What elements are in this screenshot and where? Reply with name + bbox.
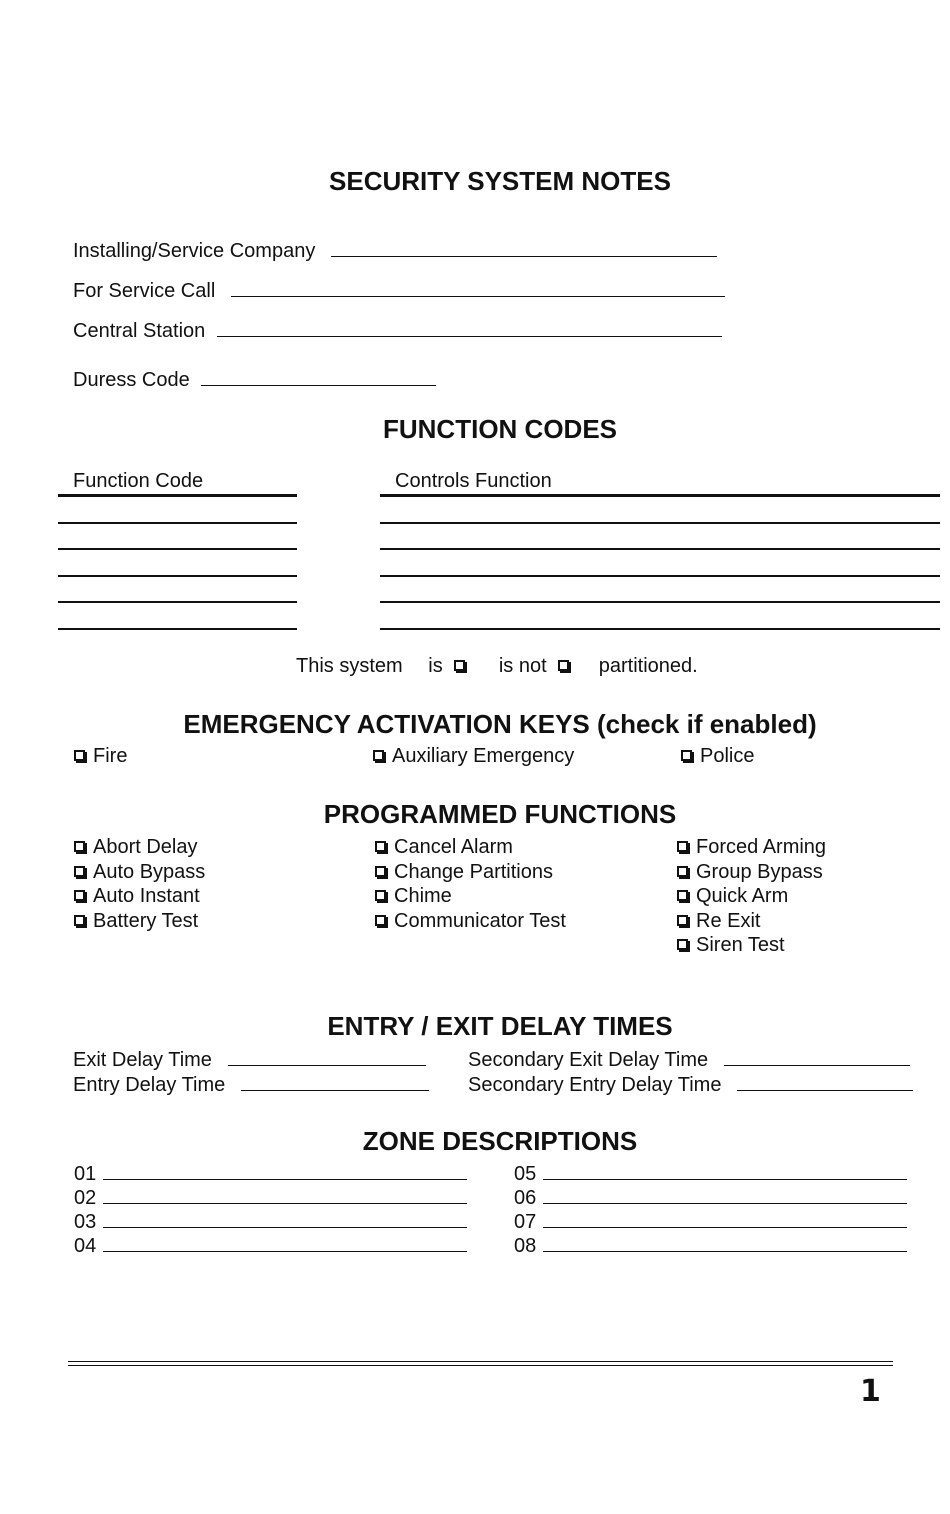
zone-descriptions-heading: ZONE DESCRIPTIONS bbox=[362, 1126, 638, 1156]
controls-function-col-header: Controls Function bbox=[395, 470, 552, 492]
zone-description-blank[interactable] bbox=[543, 1210, 907, 1228]
secondary-exit-delay-blank[interactable] bbox=[724, 1047, 910, 1066]
programmed-function-item[interactable] bbox=[375, 835, 566, 860]
zone-description-blank[interactable] bbox=[103, 1186, 467, 1204]
emergency-key-label: Police bbox=[700, 745, 755, 767]
zone-number: 04 bbox=[74, 1235, 97, 1257]
zone-row bbox=[514, 1186, 907, 1210]
controls-function-line[interactable] bbox=[380, 628, 940, 630]
zone-number: 06 bbox=[514, 1187, 537, 1209]
partition-is-label: is bbox=[428, 655, 443, 677]
function-code-line[interactable] bbox=[58, 548, 297, 550]
programmed-function-label: Siren Test bbox=[696, 934, 785, 956]
page-title: SECURITY SYSTEM NOTES bbox=[329, 166, 671, 196]
checkbox-icon[interactable] bbox=[677, 841, 688, 852]
service-call-blank[interactable] bbox=[231, 278, 725, 297]
zone-description-blank[interactable] bbox=[543, 1186, 907, 1204]
function-code-line[interactable] bbox=[58, 575, 297, 577]
secondary-entry-delay-field bbox=[468, 1072, 913, 1097]
zone-description-blank[interactable] bbox=[103, 1162, 467, 1180]
controls-function-header-rule bbox=[380, 494, 940, 497]
partition-is-checkbox[interactable] bbox=[454, 660, 465, 671]
controls-function-line[interactable] bbox=[380, 575, 940, 577]
zone-row bbox=[74, 1162, 467, 1186]
programmed-functions-col1 bbox=[74, 835, 205, 933]
programmed-function-label: Change Partitions bbox=[394, 860, 553, 883]
checkbox-icon[interactable] bbox=[74, 866, 85, 877]
programmed-function-item[interactable] bbox=[677, 860, 826, 885]
emergency-key-label: Auxiliary Emergency bbox=[392, 745, 575, 767]
entry-delay-field bbox=[73, 1072, 429, 1097]
zone-number: 01 bbox=[74, 1163, 97, 1185]
checkbox-icon[interactable] bbox=[375, 915, 386, 926]
entry-delay-blank[interactable] bbox=[241, 1072, 429, 1091]
programmed-functions-col3 bbox=[677, 835, 826, 958]
checkbox-icon[interactable] bbox=[74, 841, 85, 852]
partition-is-not-label: is not bbox=[498, 655, 547, 677]
zone-description-blank[interactable] bbox=[103, 1210, 467, 1228]
programmed-functions-heading: PROGRAMMED FUNCTIONS bbox=[323, 799, 677, 829]
programmed-function-item[interactable] bbox=[74, 860, 205, 885]
checkbox-icon[interactable] bbox=[677, 915, 688, 926]
checkbox-icon[interactable] bbox=[677, 890, 688, 901]
zone-description-blank[interactable] bbox=[543, 1162, 907, 1180]
checkbox-icon[interactable] bbox=[375, 890, 386, 901]
programmed-function-label: Auto Bypass bbox=[93, 860, 206, 883]
zone-number: 05 bbox=[514, 1163, 537, 1185]
checkbox-icon[interactable] bbox=[74, 915, 85, 926]
zone-list-right bbox=[514, 1162, 907, 1258]
function-code-line[interactable] bbox=[58, 522, 297, 524]
programmed-function-label: Auto Instant bbox=[93, 885, 200, 907]
programmed-function-label: Battery Test bbox=[93, 909, 199, 932]
programmed-function-label: Chime bbox=[394, 885, 452, 907]
emergency-key-auxiliary[interactable] bbox=[373, 745, 574, 768]
checkbox-icon[interactable] bbox=[375, 866, 386, 877]
checkbox-icon[interactable] bbox=[677, 939, 688, 950]
checkbox-icon[interactable] bbox=[373, 750, 384, 761]
zone-number: 03 bbox=[74, 1211, 97, 1233]
central-station-blank[interactable] bbox=[217, 318, 722, 337]
function-codes-heading: FUNCTION CODES bbox=[383, 414, 617, 444]
duress-code-field bbox=[73, 367, 436, 392]
programmed-function-label: Group Bypass bbox=[696, 860, 823, 883]
footer-rule bbox=[68, 1361, 893, 1362]
page-number: 1 bbox=[860, 1374, 881, 1409]
checkbox-icon[interactable] bbox=[681, 750, 692, 761]
programmed-function-item[interactable] bbox=[375, 884, 566, 909]
entry-delay-label: Entry Delay Time bbox=[73, 1074, 226, 1096]
central-station-label: Central Station bbox=[73, 320, 206, 342]
zone-row bbox=[514, 1234, 907, 1258]
controls-function-line[interactable] bbox=[380, 548, 940, 550]
exit-delay-label: Exit Delay Time bbox=[73, 1049, 212, 1071]
function-code-line[interactable] bbox=[58, 628, 297, 630]
partition-statement bbox=[296, 655, 698, 678]
exit-delay-field bbox=[73, 1047, 426, 1072]
service-call-field bbox=[73, 278, 725, 303]
programmed-functions-col2 bbox=[375, 835, 566, 933]
emergency-keys-heading: EMERGENCY ACTIVATION KEYS (check if enabled) bbox=[183, 709, 817, 739]
programmed-function-item[interactable] bbox=[677, 909, 826, 934]
secondary-entry-delay-blank[interactable] bbox=[737, 1072, 913, 1091]
zone-number: 02 bbox=[74, 1187, 97, 1209]
installing-company-field bbox=[73, 238, 717, 263]
function-code-col-header: Function Code bbox=[73, 470, 204, 492]
checkbox-icon[interactable] bbox=[74, 890, 85, 901]
programmed-function-item[interactable] bbox=[74, 884, 205, 909]
programmed-function-label: Abort Delay bbox=[93, 836, 198, 858]
programmed-function-label: Cancel Alarm bbox=[394, 836, 513, 858]
partition-is-not-checkbox[interactable] bbox=[558, 660, 569, 671]
partition-prefix: This system bbox=[296, 655, 403, 677]
zone-number: 07 bbox=[514, 1211, 537, 1233]
installing-company-blank[interactable] bbox=[331, 238, 717, 257]
exit-delay-blank[interactable] bbox=[228, 1047, 426, 1066]
zone-number: 08 bbox=[514, 1235, 537, 1257]
service-call-label: For Service Call bbox=[73, 280, 216, 302]
programmed-function-label: Quick Arm bbox=[696, 885, 789, 907]
programmed-function-item[interactable] bbox=[677, 933, 826, 958]
programmed-function-item[interactable] bbox=[375, 909, 566, 934]
installing-company-label: Installing/Service Company bbox=[73, 240, 316, 262]
programmed-function-label: Forced Arming bbox=[696, 836, 827, 858]
emergency-key-fire[interactable] bbox=[74, 745, 127, 768]
delay-times-heading: ENTRY / EXIT DELAY TIMES bbox=[327, 1011, 673, 1041]
programmed-function-item[interactable] bbox=[677, 835, 826, 860]
function-code-header-rule bbox=[58, 494, 297, 497]
checkbox-icon[interactable] bbox=[677, 866, 688, 877]
programmed-function-item[interactable] bbox=[677, 884, 826, 909]
zone-row bbox=[514, 1210, 907, 1234]
function-code-line[interactable] bbox=[58, 601, 297, 603]
zone-row bbox=[74, 1186, 467, 1210]
secondary-exit-delay-label: Secondary Exit Delay Time bbox=[468, 1049, 709, 1071]
zone-description-blank[interactable] bbox=[103, 1234, 467, 1252]
zone-row bbox=[74, 1210, 467, 1234]
controls-function-line[interactable] bbox=[380, 522, 940, 524]
duress-code-label: Duress Code bbox=[73, 369, 190, 391]
programmed-function-item[interactable] bbox=[74, 909, 205, 934]
controls-function-line[interactable] bbox=[380, 601, 940, 603]
partition-suffix: partitioned. bbox=[598, 655, 698, 677]
central-station-field bbox=[73, 318, 722, 343]
zone-list-left bbox=[74, 1162, 467, 1258]
duress-code-blank[interactable] bbox=[201, 367, 436, 386]
programmed-function-label: Communicator Test bbox=[394, 909, 566, 932]
secondary-entry-delay-label: Secondary Entry Delay Time bbox=[468, 1074, 722, 1096]
zone-description-blank[interactable] bbox=[543, 1234, 907, 1252]
programmed-function-label: Re Exit bbox=[696, 909, 761, 932]
checkbox-icon[interactable] bbox=[74, 750, 85, 761]
secondary-exit-delay-field bbox=[468, 1047, 910, 1072]
emergency-key-police[interactable] bbox=[681, 745, 754, 768]
programmed-function-item[interactable] bbox=[375, 860, 566, 885]
emergency-key-label: Fire bbox=[93, 745, 128, 767]
programmed-function-item[interactable] bbox=[74, 835, 205, 860]
zone-row bbox=[74, 1234, 467, 1258]
checkbox-icon[interactable] bbox=[375, 841, 386, 852]
zone-row bbox=[514, 1162, 907, 1186]
footer-rule bbox=[68, 1365, 893, 1366]
